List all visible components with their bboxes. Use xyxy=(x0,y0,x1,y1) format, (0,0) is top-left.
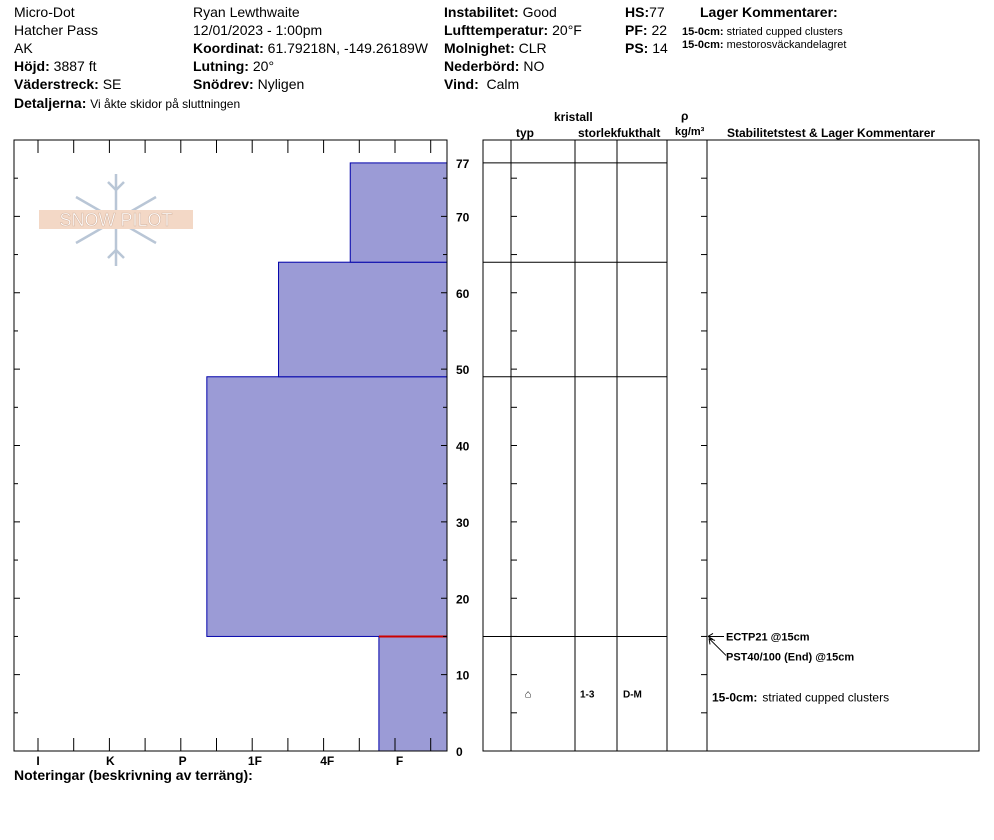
depth-label: 20 xyxy=(456,592,470,607)
grain-moisture: D-M xyxy=(623,689,642,701)
slope-label: Lutning: xyxy=(193,58,249,74)
hardness-label: I xyxy=(36,754,40,768)
elevation-value: 3887 ft xyxy=(53,58,97,74)
coordinate-value: 61.79218N, -149.26189W xyxy=(267,40,428,56)
depth-label: 40 xyxy=(456,439,470,454)
instability-label: Instabilitet: xyxy=(444,4,519,20)
layer-note xyxy=(712,691,889,705)
type-header: typ xyxy=(516,126,534,140)
rho-header: ρ xyxy=(681,109,689,123)
depth-label: 50 xyxy=(456,363,470,378)
crystal-header: kristall xyxy=(554,110,593,124)
hs-value: 77 xyxy=(649,4,665,20)
details-value: Vi åkte skidor på sluttningen xyxy=(90,97,241,111)
layer-comment-1-text: striated cupped clusters xyxy=(726,26,843,38)
instability-value: Good xyxy=(522,4,557,20)
grain-size: 1-3 xyxy=(580,689,595,701)
layer-note-text: striated cupped clusters xyxy=(762,690,890,705)
test-arrow-pst xyxy=(709,638,726,655)
logo-text: SNOW PILOT xyxy=(59,210,173,230)
coordinate-label: Koordinat: xyxy=(193,40,264,56)
depth-label: 0 xyxy=(456,745,463,759)
ps-label: PS: xyxy=(625,40,649,56)
air-temp-value: 20°F xyxy=(552,22,582,38)
precip-label: Nederbörd: xyxy=(444,58,520,74)
layer-table-columns xyxy=(511,140,707,751)
stability-header: Stabilitetstest & Lager Kommentarer xyxy=(727,126,936,140)
density-unit-header: kg/m³ xyxy=(675,126,705,138)
location-area: Hatcher Pass xyxy=(14,22,99,38)
moisture-header: fukthalt xyxy=(617,126,661,140)
size-header: storlek xyxy=(578,126,618,140)
wind-loading-value: Nyligen xyxy=(257,76,305,92)
stability-test-pst: PST40/100 (End) @15cm xyxy=(726,651,855,664)
layer-comments-title: Lager Kommentarer: xyxy=(700,4,838,20)
elevation-label: Höjd: xyxy=(14,58,50,74)
layer-comment-2-text: mestorosväckandelagret xyxy=(726,39,847,51)
pf-label: PF: xyxy=(625,22,648,38)
layer-comment-2-depth: 15-0cm: xyxy=(682,39,724,51)
precip-value: NO xyxy=(523,58,545,74)
pf-value: 22 xyxy=(651,22,668,38)
sky-value: CLR xyxy=(518,40,547,56)
wind-label: Vind: xyxy=(444,76,479,92)
grain-type-symbol: ⌂ xyxy=(524,688,532,701)
depth-label: 10 xyxy=(456,668,470,683)
ps-value: 14 xyxy=(652,40,668,56)
wind-value: Calm xyxy=(486,76,520,92)
hardness-bar-3 xyxy=(279,262,447,377)
hardness-label: F xyxy=(395,754,404,768)
slope-value: 20° xyxy=(252,58,275,74)
layer-note-depth: 15-0cm: xyxy=(712,690,758,705)
test-arrows xyxy=(708,633,726,655)
depth-label: 30 xyxy=(456,515,470,530)
hardness-label: 4F xyxy=(320,754,335,768)
depth-label: 77 xyxy=(456,156,470,171)
wind-loading-label: Snödrev: xyxy=(193,76,254,92)
location-state: AK xyxy=(14,40,33,56)
hardness-bar-2 xyxy=(207,377,447,637)
layer-comment-1-depth: 15-0cm: xyxy=(682,26,724,38)
hardness-axis-labels xyxy=(36,754,403,768)
stability-test-ect: ECTP21 @15cm xyxy=(726,631,810,644)
hardness-label: 1F xyxy=(247,754,262,768)
observer-name: Ryan Lewthwaite xyxy=(193,4,300,20)
hardness-label: K xyxy=(105,754,115,768)
hardness-bars xyxy=(207,163,447,751)
depth-label: 60 xyxy=(456,286,470,301)
aspect-label: Väderstreck: xyxy=(14,76,99,92)
hardness-bar-4 xyxy=(350,163,447,262)
sky-label: Molnighet: xyxy=(444,40,515,56)
notes-label: Noteringar (beskrivning av terräng): xyxy=(14,767,253,783)
hs-label: HS: xyxy=(625,4,650,20)
air-temp-label: Lufttemperatur: xyxy=(444,22,549,38)
depth-axis-labels xyxy=(456,157,470,759)
hardness-bar-1 xyxy=(379,636,447,751)
observation-datetime: 12/01/2023 - 1:00pm xyxy=(193,22,323,38)
hardness-label: P xyxy=(178,754,187,768)
location-name: Micro-Dot xyxy=(14,4,75,20)
details-label: Detaljerna: xyxy=(14,95,87,111)
aspect-value: SE xyxy=(102,76,122,92)
depth-label: 70 xyxy=(456,210,470,225)
